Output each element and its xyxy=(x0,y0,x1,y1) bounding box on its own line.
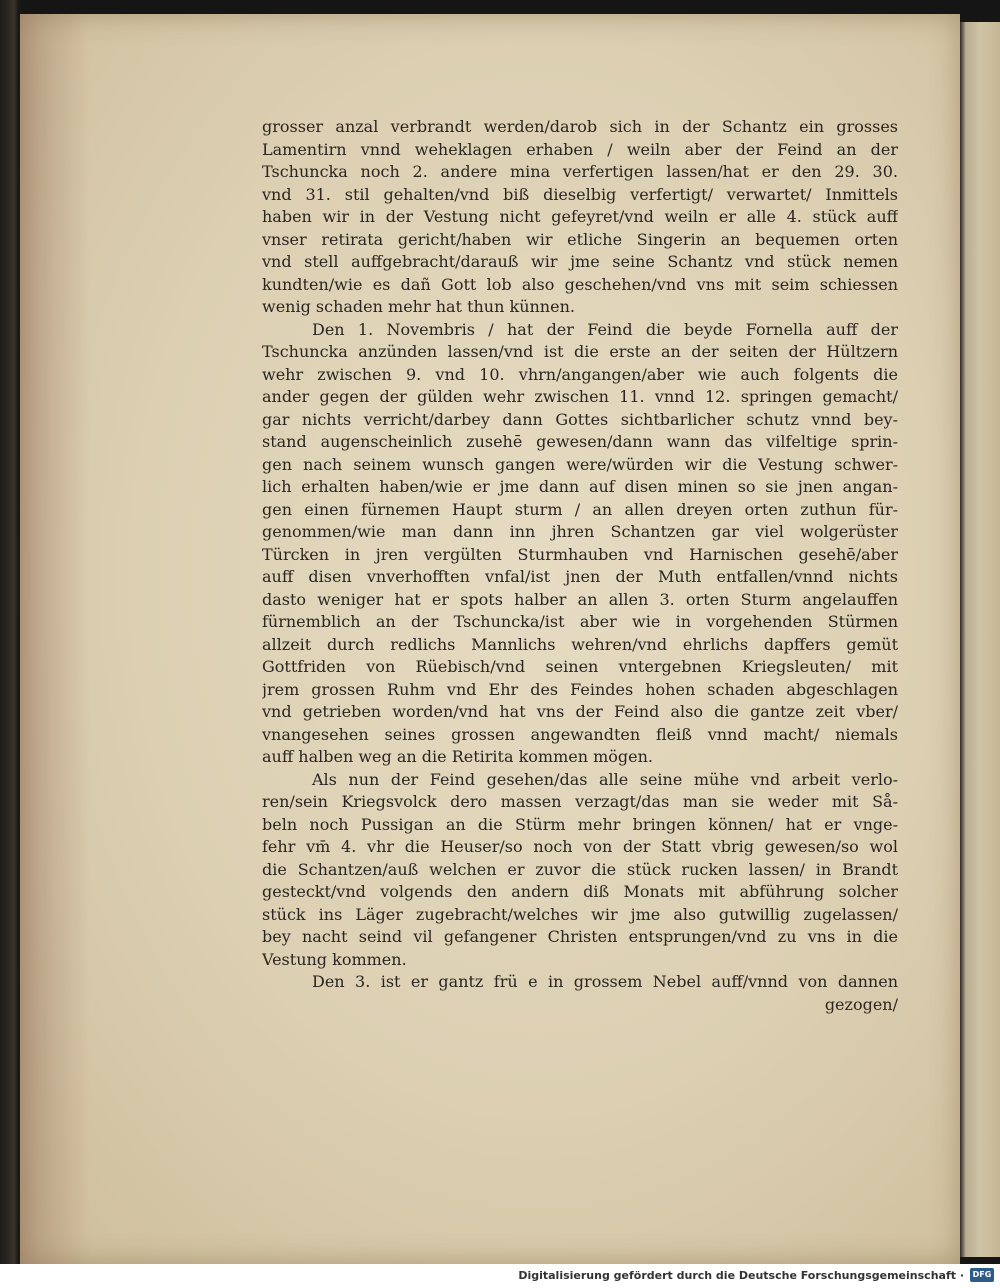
text-line: wehr zwischen 9. vnd 10. vhrn/angangen/aber wie auch folgents die xyxy=(262,364,898,384)
next-page-edge xyxy=(960,22,1000,1257)
text-line: Tschuncka anzünden lassen/vnd ist die erste an der seiten der Hültzern xyxy=(262,342,898,361)
text-line: fürnemblich an der Tschuncka/ist aber wie in vorgehenden Stürmen xyxy=(262,612,898,631)
text-line: lich erhalten haben/wie er jme dann auf disen minen so sie jnen angan- xyxy=(262,477,898,496)
text-line: ander gegen der gülden wehr zwischen 11. vnnd 12. springen gemacht/ xyxy=(262,387,898,406)
text-line: fehr vm̄ 4. vhr die Heuser/so noch von der Statt vbrig gewesen/so wol xyxy=(262,837,898,856)
text-line: dasto weniger hat er spots halber an allen 3. orten Sturm angelauffen xyxy=(262,589,898,609)
text-line: Lamentirn vnnd weheklagen erhaben / weiln aber der Feind an der xyxy=(262,139,898,159)
text-line: stand augenscheinlich zusehē gewesen/dann wann das vilfeltige sprin- xyxy=(262,432,898,451)
text-line: allzeit durch redlichs Mannlichs wehren/vnd ehrlichs dapffers gemüt xyxy=(262,634,898,654)
text-line: ren/sein Kriegsvolck dero massen verzagt/das man sie weder mit Så- xyxy=(262,792,898,811)
catchword: gezogen/ xyxy=(824,994,898,1014)
text-line: gesteckt/vnd volgends den andern diß Monats mit abführung solcher xyxy=(262,882,898,901)
text-line: wenig schaden mehr hat thun künnen. xyxy=(262,297,575,316)
text-line: Den 3. ist er gantz frü e in grossem Nebel auff/vnnd von dannen xyxy=(312,972,898,991)
text-line: Vestung kommen. xyxy=(262,949,407,969)
text-line: stück ins Läger zugebracht/welches wir jme also gutwillig zugelassen/ xyxy=(262,904,898,924)
page-text xyxy=(262,116,898,1016)
text-line: Tschuncka noch 2. andere mina verfertigen lassen/hat er den 29. 30. xyxy=(262,162,898,181)
text-line: vnd getrieben worden/vnd hat vns der Feind also die gantze zeit vber/ xyxy=(262,702,898,721)
text-line: gar nichts verricht/darbey dann Gottes sichtbarlicher schutz vnnd bey- xyxy=(262,409,898,429)
digitization-credit: Digitalisierung gefördert durch die Deutsche Forschungsgemeinschaft · xyxy=(518,1269,964,1282)
text-line: vnd stell auffgebracht/darauß wir jme seine Schantz vnd stück nemen xyxy=(262,252,898,271)
text-line: vnangesehen seines grossen angewandten fleiß vnnd macht/ niemals xyxy=(262,724,898,744)
text-line: die Schantzen/auß welchen er zuvor die stück rucken lassen/ in Brandt xyxy=(262,859,898,879)
text-line: jrem grossen Ruhm vnd Ehr des Feindes hohen schaden abgeschlagen xyxy=(262,679,898,699)
text-line: Den 1. Novembris / hat der Feind die beyde Fornella auff der xyxy=(312,319,898,339)
text-line: genommen/wie man dann inn jhren Schantzen gar viel wolgerüster xyxy=(262,522,898,541)
dfg-logo-icon: DFG xyxy=(970,1268,994,1282)
text-line: gen einen fürnemen Haupt sturm / an allen dreyen orten zuthun für- xyxy=(262,499,898,519)
text-line: auff disen vnverhofften vnfal/ist jnen der Muth entfallen/vnnd nichts xyxy=(262,567,898,586)
text-line: haben wir in der Vestung nicht gefeyret/vnd weiln er alle 4. stück auff xyxy=(262,207,898,226)
page-stain xyxy=(20,14,90,1264)
text-line: Als nun der Feind gesehen/das alle seine mühe vnd arbeit verlo- xyxy=(312,769,898,789)
text-line: Gottfriden von Rüebisch/vnd seinen vntergebnen Kriegsleuten/ mit xyxy=(262,657,898,676)
text-line: bey nacht seind vil gefangener Christen entsprungen/vnd zu vns in die xyxy=(262,927,898,946)
text-line: vnd 31. stil gehalten/vnd biß dieselbig verfertigt/ verwartet/ Inmittels xyxy=(262,184,898,204)
text-line: vnser retirata gericht/haben wir etliche Singerin an bequemen orten xyxy=(262,229,898,249)
text-line: kundten/wie es dañ Gott lob also geschehen/vnd vns mit seim schiessen xyxy=(262,274,898,294)
text-line: beln noch Pussigan an die Stürm mehr bringen können/ hat er vnge- xyxy=(262,814,898,834)
text-line: Türcken in jren vergülten Sturmhauben vnd Harnischen gesehē/aber xyxy=(262,544,898,564)
text-line: grosser anzal verbrandt werden/darob sich in der Schantz ein grosses xyxy=(262,117,898,136)
text-line: gen nach seinem wunsch gangen were/würden wir die Vestung schwer- xyxy=(262,454,898,474)
text-line: auff halben weg an die Retirita kommen mögen. xyxy=(262,747,654,766)
